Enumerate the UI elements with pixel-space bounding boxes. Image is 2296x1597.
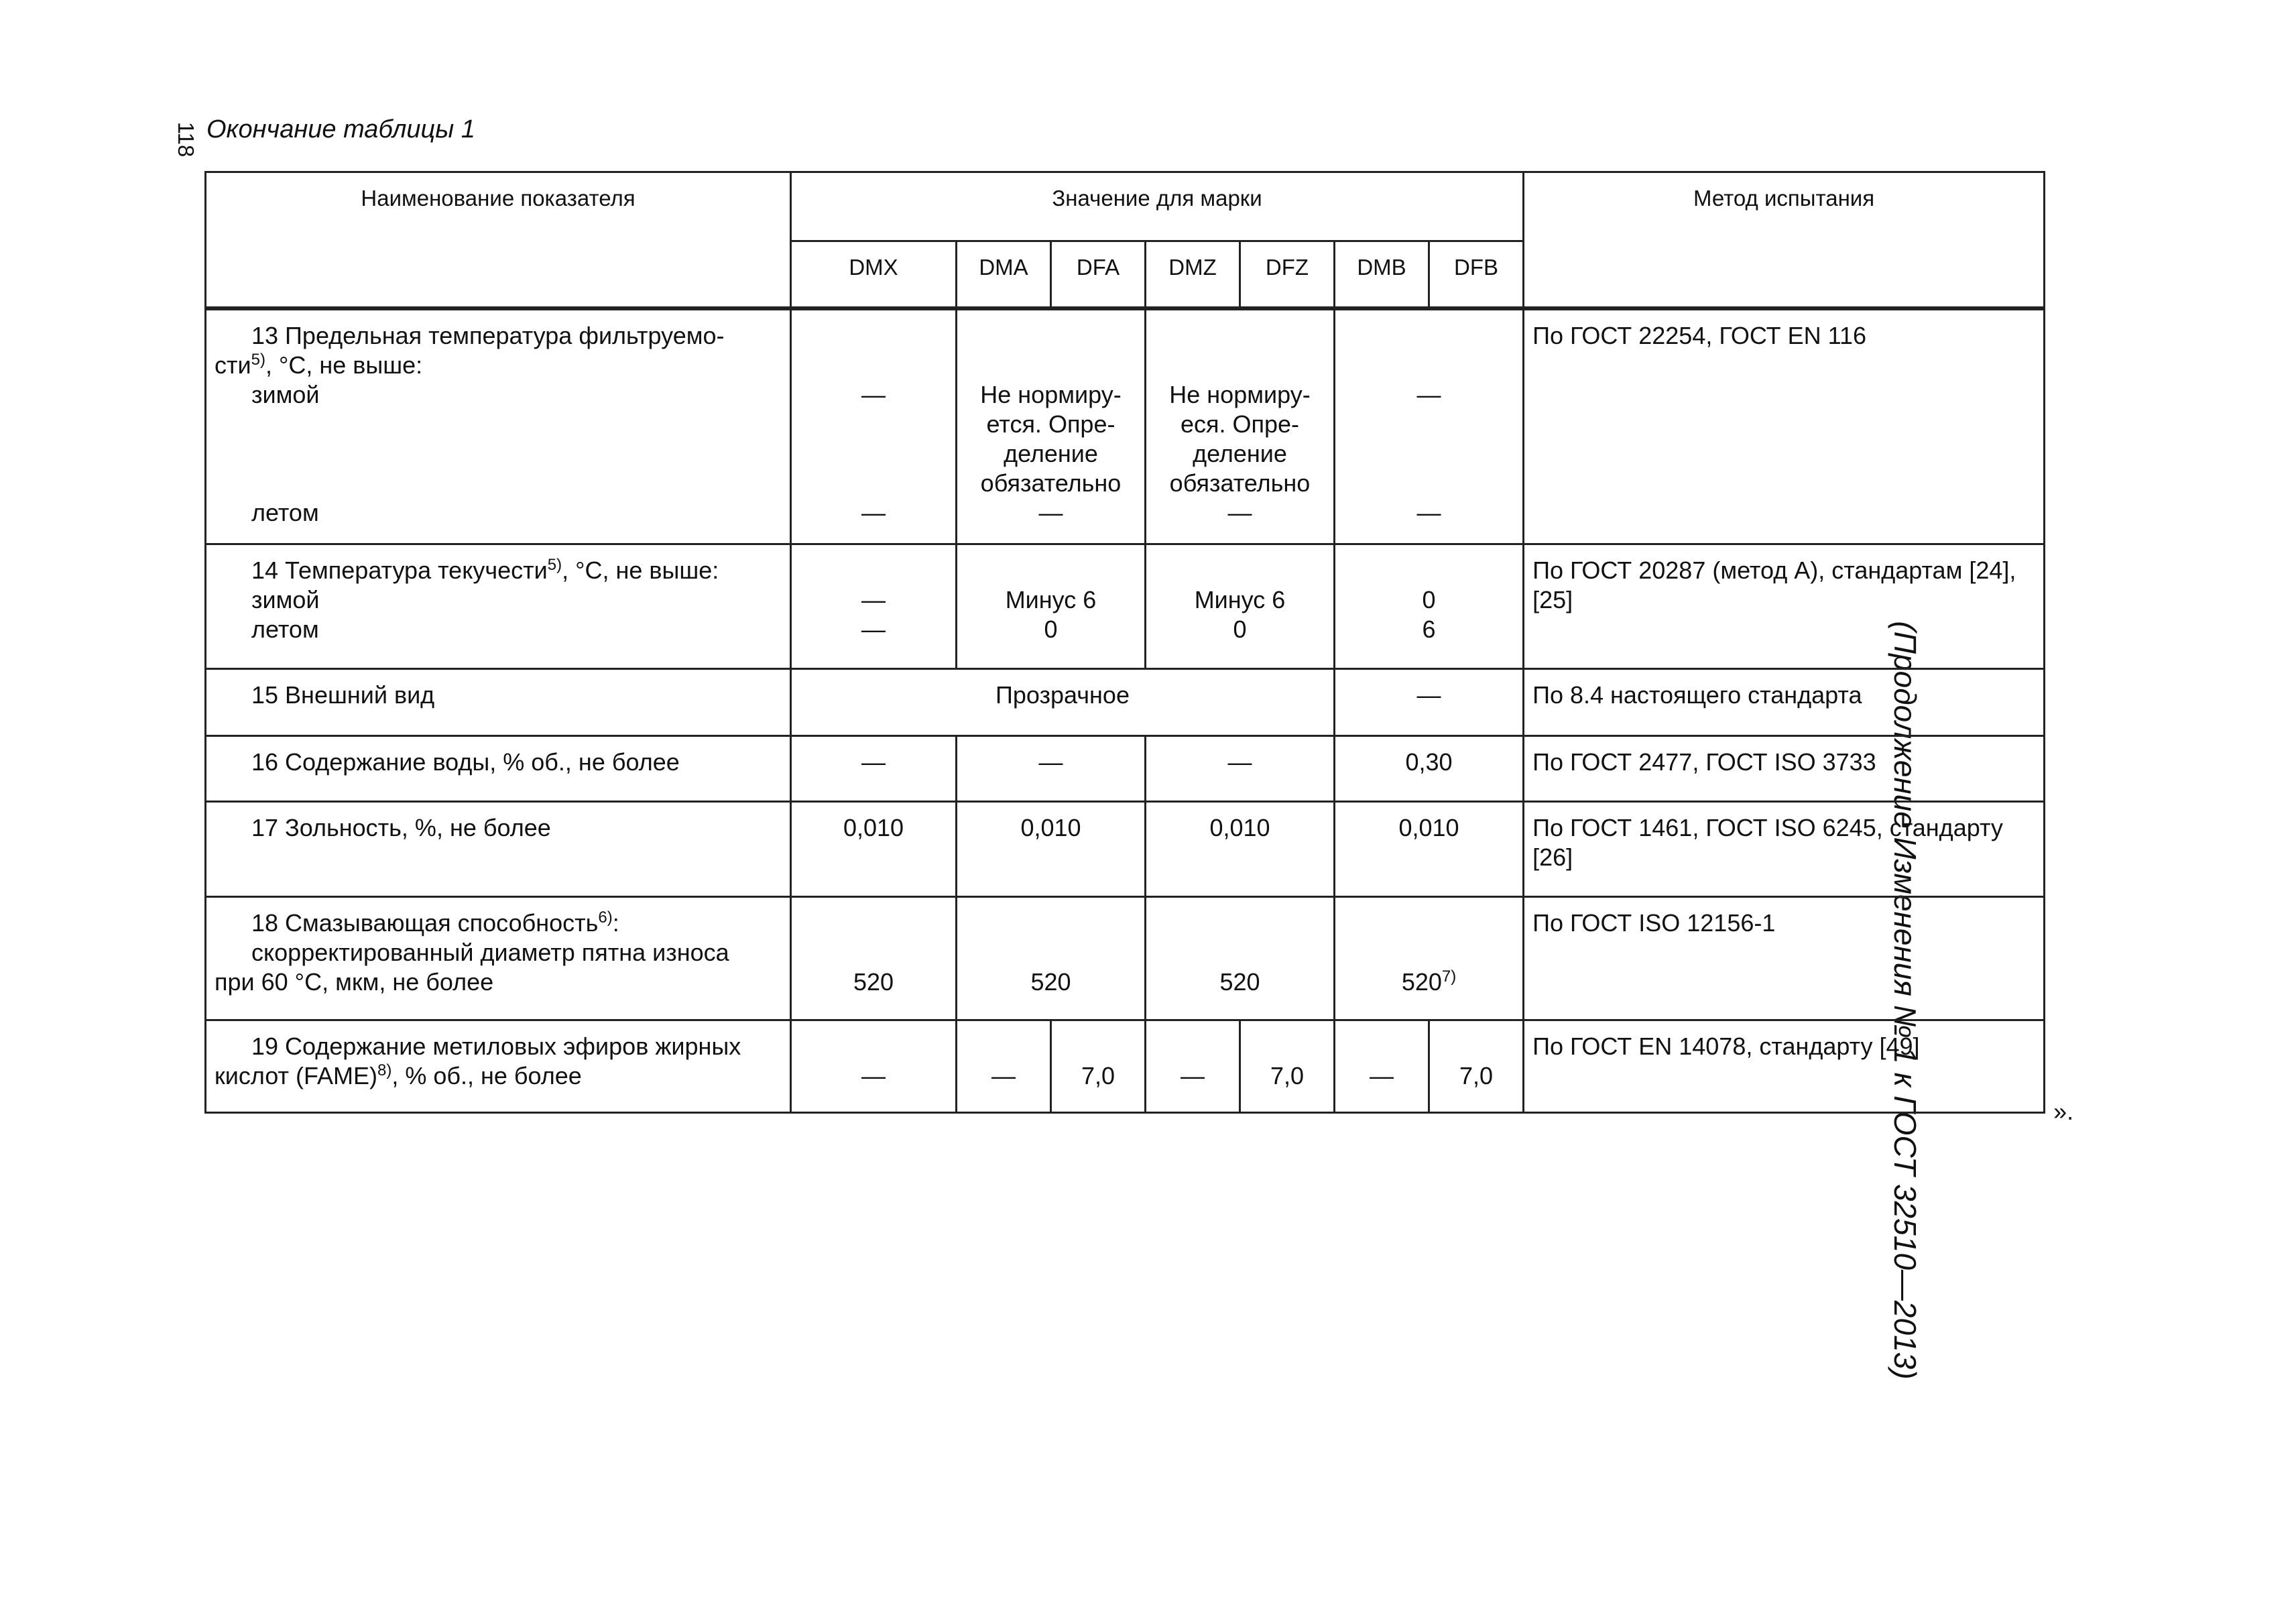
row-18-method: По ГОСТ ISO 12156-1	[1524, 897, 2045, 1020]
row-14-dmx: — —	[791, 544, 957, 669]
continuation-note: (Продолжение Изменения № 1 к ГОСТ 32510—2013)	[1888, 621, 1923, 1380]
row-14-name: 14 Температура текучести$^{5)}$, °С, не выше: зимой летом	[206, 544, 791, 669]
grade-dfa: DFA	[1051, 241, 1146, 308]
header-method: Метод испытания	[1524, 172, 2045, 308]
header-name: Наименование показателя	[206, 172, 791, 308]
row-13-dma-dfa: Не нормиру- ется. Опре- деление обязательно —	[957, 310, 1146, 544]
header-value-group: Значение для марки	[791, 172, 1524, 241]
row-17-dmz-dfz: 0,010	[1146, 802, 1335, 897]
row-15-name: 15 Внешний вид	[206, 669, 791, 736]
row-13-dmx: — —	[791, 310, 957, 544]
table-row	[206, 1020, 2045, 1113]
row-19-dma: —	[957, 1020, 1051, 1113]
row-19-dmz: —	[1146, 1020, 1240, 1113]
row-17-dma-dfa: 0,010	[957, 802, 1146, 897]
row-17-method: По ГОСТ 1461, ГОСТ ISO 6245, стандарту [26]	[1524, 802, 2045, 897]
row-16-dmx: —	[791, 736, 957, 802]
row-15-dmb-dfb: —	[1335, 669, 1524, 736]
closing-quote: ».	[2053, 1098, 2074, 1125]
row-19-dfb: 7,0	[1429, 1020, 1524, 1113]
row-16-dmz-dfz: —	[1146, 736, 1335, 802]
table-row	[206, 897, 2045, 1020]
grade-dmb: DMB	[1335, 241, 1429, 308]
grade-dmx: DMX	[791, 241, 957, 308]
row-16-name: 16 Содержание воды, % об., не более	[206, 736, 791, 802]
row-16-dmb-dfb: 0,30	[1335, 736, 1524, 802]
row-13-dmb-dfb: — —	[1335, 310, 1524, 544]
row-19-dfz: 7,0	[1240, 1020, 1335, 1113]
table-row	[206, 669, 2045, 736]
row-18-dmb-dfb: 520$^{7)}$	[1335, 897, 1524, 1020]
row-19-dfa: 7,0	[1051, 1020, 1146, 1113]
row-13-dmz-dfz: Не нормиру- еся. Опре- деление обязательно —	[1146, 310, 1335, 544]
row-19-dmx: —	[791, 1020, 957, 1113]
row-18-dmx: 520	[791, 897, 957, 1020]
grade-dmz: DMZ	[1146, 241, 1240, 308]
page-number: 118	[174, 121, 198, 158]
row-15-merged: Прозрачное	[791, 669, 1335, 736]
grade-dma: DMA	[957, 241, 1051, 308]
row-16-dma-dfa: —	[957, 736, 1146, 802]
specification-table	[204, 171, 2045, 1114]
row-14-dma-dfa: Минус 6 0	[957, 544, 1146, 669]
header-row	[206, 172, 2045, 241]
row-13-method: По ГОСТ 22254, ГОСТ EN 116	[1524, 310, 2045, 544]
row-15-method: По 8.4 настоящего стандарта	[1524, 669, 2045, 736]
row-19-method: По ГОСТ EN 14078, стандарту [49]	[1524, 1020, 2045, 1113]
table-row	[206, 544, 2045, 669]
row-14-dmz-dfz: Минус 6 0	[1146, 544, 1335, 669]
table-row	[206, 736, 2045, 802]
row-14-dmb-dfb: 0 6	[1335, 544, 1524, 669]
row-18-name: 18 Смазывающая способность$^{6)}$: скорректированный диаметр пятна износа при 60 °С, мкм, не более	[206, 897, 791, 1020]
row-16-method: По ГОСТ 2477, ГОСТ ISO 3733	[1524, 736, 2045, 802]
table-caption: Окончание таблицы 1	[206, 115, 475, 143]
grade-dfz: DFZ	[1240, 241, 1335, 308]
row-17-dmb-dfb: 0,010	[1335, 802, 1524, 897]
row-18-dma-dfa: 520	[957, 897, 1146, 1020]
row-19-name: 19 Содержание метиловых эфиров жирных кислот (FAME)$^{8)}$, % об., не более	[206, 1020, 791, 1113]
table-row	[206, 802, 2045, 897]
row-17-name: 17 Зольность, %, не более	[206, 802, 791, 897]
row-18-dmz-dfz: 520	[1146, 897, 1335, 1020]
table-row	[206, 310, 2045, 544]
row-19-dmb: —	[1335, 1020, 1429, 1113]
row-17-dmx: 0,010	[791, 802, 957, 897]
grade-dfb: DFB	[1429, 241, 1524, 308]
row-14-method: По ГОСТ 20287 (метод А), стандартам [24], [25]	[1524, 544, 2045, 669]
row-13-name: 13 Предельная температура фильтруемо- сти$^{5)}$, °С, не выше: зимой летом	[206, 310, 791, 544]
